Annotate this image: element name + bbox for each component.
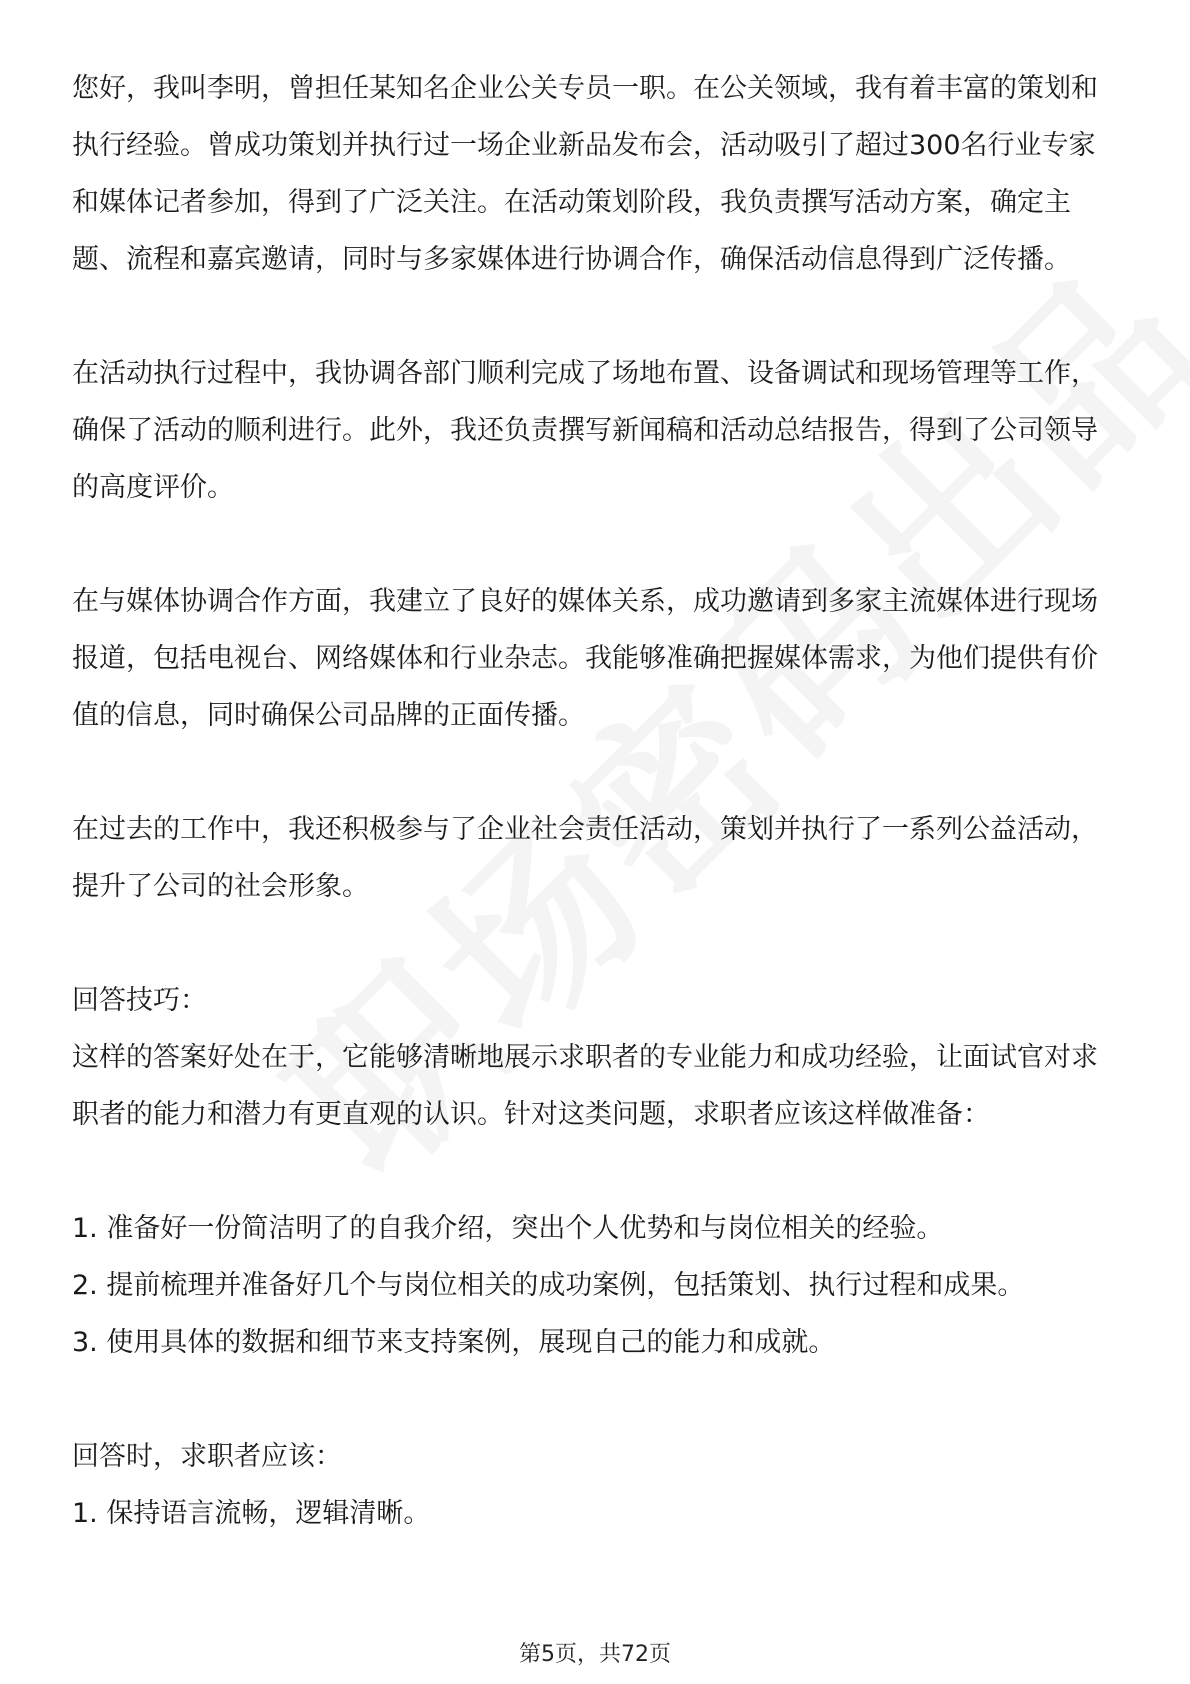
tips-item-2: 2. 提前梳理并准备好几个与岗位相关的成功案例，包括策划、执行过程和成果。 <box>72 1270 1025 1301</box>
tips-item-3: 3. 使用具体的数据和细节来支持案例，展现自己的能力和成就。 <box>72 1327 836 1358</box>
answer-heading: 回答时，求职者应该： <box>72 1441 342 1472</box>
answer-item-1: 1. 保持语言流畅，逻辑清晰。 <box>72 1498 431 1529</box>
tips-item-1: 1. 准备好一份简洁明了的自我介绍，突出个人优势和与岗位相关的经验。 <box>72 1213 944 1244</box>
paragraph-intro: 您好，我叫李明，曾担任某知名企业公关专员一职。在公关领域，我有着丰富的策划和执行经验。曾成功策划并执行过一场企业新品发布会，活动吸引了超过300名行业专家和媒体记者参加，得到了广泛关注。在活动策划阶段，我负责撰写活动方案，确定主题、流程和嘉宾邀请，同时与多家媒体进行协调合作，确保活动信息得到广泛传播。 <box>72 73 1098 275</box>
tips-heading: 回答技巧： <box>72 985 207 1016</box>
page-number: 第5页，共72页 <box>519 1642 671 1667</box>
paragraph-media: 在与媒体协调合作方面，我建立了良好的媒体关系，成功邀请到多家主流媒体进行现场报道，包括电视台、网络媒体和行业杂志。我能够准确把握媒体需求，为他们提供有价值的信息，同时确保公司品牌的正面传播。 <box>72 586 1098 731</box>
tips-body: 这样的答案好处在于，它能够清晰地展示求职者的专业能力和成功经验，让面试官对求职者的能力和潜力有更直观的认识。针对这类问题，求职者应该这样做准备： <box>72 1042 1098 1130</box>
paragraph-csr: 在过去的工作中，我还积极参与了企业社会责任活动，策划并执行了一系列公益活动，提升了公司的社会形象。 <box>72 814 1098 902</box>
document-body <box>72 60 1122 1542</box>
paragraph-execution: 在活动执行过程中，我协调各部门顺利完成了场地布置、设备调试和现场管理等工作，确保了活动的顺利进行。此外，我还负责撰写新闻稿和活动总结报告，得到了公司领导的高度评价。 <box>72 358 1098 503</box>
